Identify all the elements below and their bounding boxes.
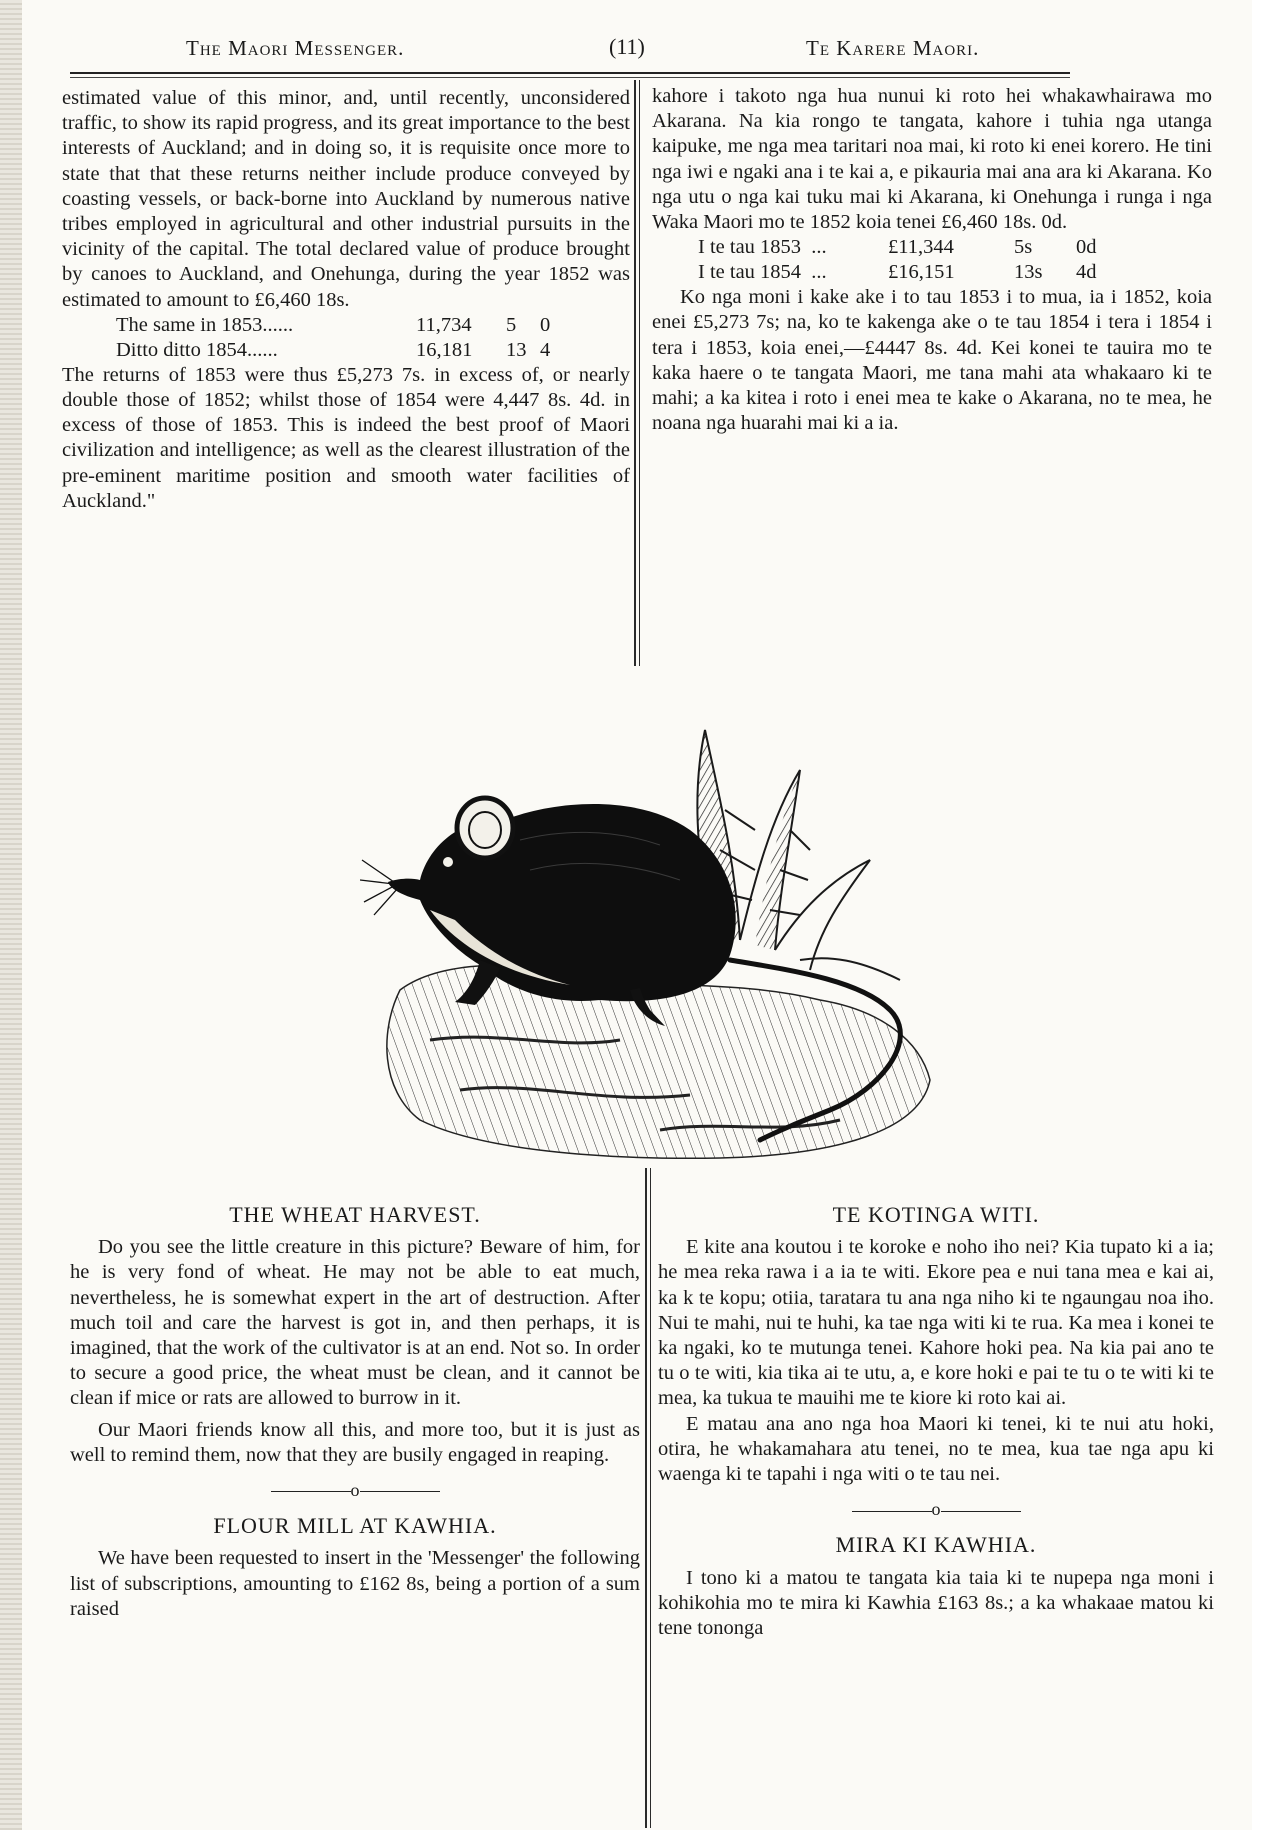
mira-kawhia-heading: MIRA KI KAWHIA. [835,1532,1037,1558]
table-row-label: Ditto ditto 1854...... [116,338,278,361]
masthead [60,30,1060,64]
mouse-eye [443,857,453,867]
produce-returns-table-maori [698,235,1212,285]
masthead-rule-thin [70,77,1070,78]
english-paragraph: The returns of 1853 were thus £5,273 7s. in excess of, or nearly double those of 1852; whilst those of 1854 were 4,447 8s. 4d. in excess of those of 1853. This is indeed the best proof of Maori civilization and intelligence; as well as the clearest illustration of the pre-eminent maritime position and smooth water facilities of Auckland." [62,363,630,512]
divider-line [360,1491,440,1492]
leader-dots: ... [811,261,827,284]
table-row-label: The same in 1853...... [116,313,294,336]
table-cell-shillings: 13s [1014,261,1043,284]
table-cell-pounds: £16,151 [888,261,955,284]
table-cell-shillings: 5s [1014,236,1033,259]
table-cell-shillings: 13 [506,338,527,361]
column-divider-lower [645,1168,647,1828]
divider-line [271,1491,351,1492]
table-cell-pence: 0 [540,313,551,336]
year-label: I te tau 1854 [698,261,802,284]
section-divider [658,1497,1214,1522]
table-cell-pence: 4 [540,338,551,361]
wheat-harvest-heading: THE WHEAT HARVEST. [229,1202,481,1227]
english-paragraph: estimated value of this minor, and, until recently, unconsidered traffic, to show its rapid progress, and its great importance to the best interests of Auckland; and in doing so, it is requisite once more to state that that these returns neither include produce conveyed by coasting vessels, or back-borne into Auckland by numerous native tribes employed in agricultural and other industrial pursuits in the vicinity of the capital. The total declared value of produce brought by canoes to Auckland, and Onehunga, during the year 1852 was estimated to amount to £6,460 18s. [62,87,630,311]
table-row-label [698,260,888,285]
year-label: I te tau 1853 [698,236,802,259]
table-cell-pounds: £11,344 [888,236,954,259]
table-cell-pence: 0d [1076,236,1097,259]
kotinga-witi-paragraph: E kite ana koutou i te koroke e noho iho nei? Kia tupato ki a ia; he mea reka rawa i a ia te witi. Ekore pea e nui tana mea e kai ai, ka k te kopu; otiia, taratara tu ana nga niho ki te ngaungau noa iho. Nui te mahi, nui te huhi, ka tae nga witi ki te rua. Ka mea i konei te ka ngaki, ko te mutunga tenei. Kahore hoki pea. Na kia pai ano te tu o te witi, kia tika ai te utu, a, e kore hoki e pai te tu o te witi ki te mea, ka tukua te mauihi me te kiore ki roto kai ai. [658,1236,1214,1410]
table-row-label [698,235,888,260]
table-cell-pounds: 11,734 [416,313,472,336]
leader-dots: ... [811,236,827,259]
english-lower-column [70,1202,640,1622]
mouse-whiskers [360,860,398,915]
produce-returns-table [116,313,630,363]
section-divider [70,1478,640,1503]
mouse-engraving-illustration [360,710,960,1165]
flour-mill-heading: FLOUR MILL AT KAWHIA. [213,1513,497,1539]
divider-line [852,1511,932,1512]
maori-paragraph: kahore i takoto nga hua nunui ki roto hei whakawhairawa mo Akarana. Na kia rongo te tangata, kahore i tuhia nga utanga kaipuke, me nga mea taritari noa mai, ki roto ki enei korero. He tini nga iwi e ngaki ana i te kai a, e pikauria mai ana ara ki Akarana. Ko nga utu o nga kai tuku mai ki Akarana, ki Onehunga i runga i nga Waka Maori mo te 1852 koia tenei £6,460 18s. 0d. [652,85,1212,234]
maori-article-column [652,84,1212,436]
page-number: (11) [609,34,645,59]
page-edge-shadow [0,0,22,1830]
maori-lower-column [658,1202,1214,1641]
kotinga-witi-heading: TE KOTINGA WITI. [832,1202,1040,1227]
column-divider [634,80,636,666]
maori-paragraph: Ko nga moni i kake ake i to tau 1853 i to mua, ia i 1852, koia enei £5,273 7s; na, ko te kakenga ake o te tau 1854 i tera i 1854 i tera i 1853, koia enei,—£4447 8s. 4d. Kei konei te tauira mo te kaka haere o te tangata Maori, me tana mahi ata whakaaro ki te mahi; a ka kitea i roto i enei mea te kake o Akarana, no te mea, he noana nga huarahi mai ki a ia. [652,286,1212,435]
masthead-rule [70,72,1070,74]
divider-mark: o [350,1480,360,1501]
column-divider-lower-thin [650,1168,651,1828]
masthead-maori-title: Te Karere Maori. [806,36,980,60]
table-cell-pence: 4d [1076,261,1097,284]
divider-line [941,1511,1021,1512]
table-cell-shillings: 5 [506,313,517,336]
divider-mark: o [931,1499,941,1520]
masthead-english-title: The Maori Messenger. [186,36,405,60]
wheat-harvest-paragraph: Do you see the little creature in this picture? Beware of him, for he is very fond of wheat. He may not be able to eat much, nevertheless, he is somewhat expert in the art of destruction. After much toil and care the harvest is got in, and then perhaps, it is imagined, that the work of the cultivator is at an end. Not so. In order to secure a good price, the wheat must be clean, and it cannot be clean if mice or rats are allowed to burrow in it. [70,1236,640,1410]
wheat-harvest-paragraph: Our Maori friends know all this, and more too, but it is just as well to remind them, now that they are busily engaged in reaping. [70,1418,640,1466]
kotinga-witi-paragraph: E matau ana ano nga hoa Maori ki tenei, ki te nui atu hoki, otira, he whakamahara atu tenei, no te mea, kua tae nga apu ki waenga ki te tapahi i nga witi o te tau nei. [658,1412,1214,1486]
column-divider-thin [639,80,640,666]
table-cell-pounds: 16,181 [416,338,473,361]
english-article-column [62,86,630,514]
flour-mill-paragraph: We have been requested to insert in the 'Messenger' the following list of subscriptions, amounting to £162 8s, being a portion of a sum raised [70,1547,640,1620]
mira-kawhia-paragraph: I tono ki a matou te tangata kia taia ki te nupepa nga moni i kohikohia mo te mira ki Kawhia £163 8s.; a ka whakaae matou ki tene tononga [658,1566,1214,1640]
